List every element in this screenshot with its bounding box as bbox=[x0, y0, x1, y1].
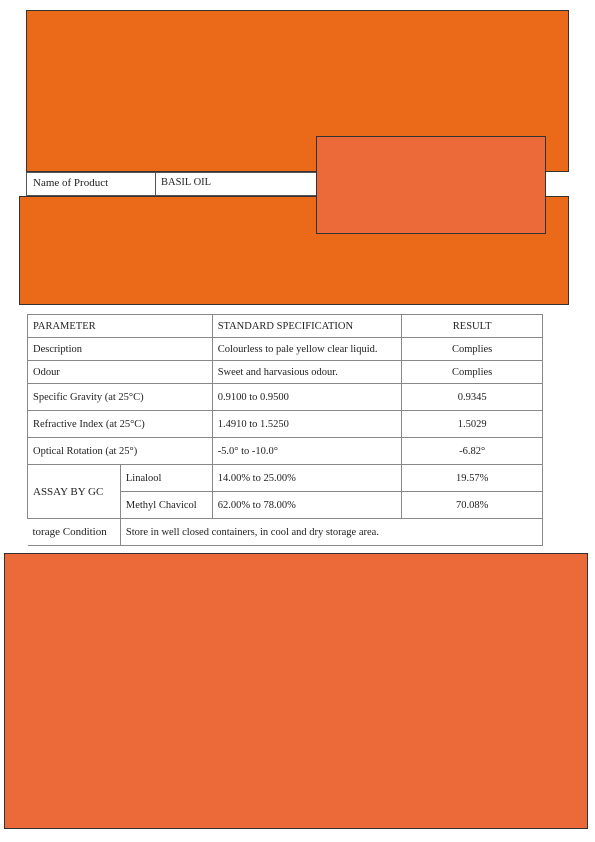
table-header-row bbox=[28, 315, 543, 338]
assay-component: Methyl Chavicol bbox=[120, 492, 212, 519]
row-spec: Sweet and harvasious odour. bbox=[212, 361, 402, 384]
row-parameter: Description bbox=[28, 338, 213, 361]
row-spec: 62.00% to 78.00% bbox=[212, 492, 402, 519]
table-row bbox=[28, 438, 543, 465]
row-result: Complies bbox=[402, 361, 543, 384]
storage-value: Store in well closed containers, in cool and dry storage area. bbox=[120, 519, 542, 546]
table-row bbox=[28, 411, 543, 438]
row-parameter: Optical Rotation (at 25°) bbox=[28, 438, 213, 465]
product-name-row bbox=[26, 172, 318, 196]
row-result: 70.08% bbox=[402, 492, 543, 519]
storage-label: torage Condition bbox=[28, 519, 121, 546]
table-row bbox=[28, 338, 543, 361]
table-row bbox=[28, 384, 543, 411]
row-result: 19.57% bbox=[402, 465, 543, 492]
row-spec: -5.0° to -10.0° bbox=[212, 438, 402, 465]
table-row bbox=[28, 361, 543, 384]
row-spec: 0.9100 to 0.9500 bbox=[212, 384, 402, 411]
redacted-stamp-block bbox=[316, 136, 546, 234]
row-result: Complies bbox=[402, 338, 543, 361]
header-result: RESULT bbox=[402, 315, 543, 338]
assay-label: ASSAY BY GC bbox=[28, 465, 121, 519]
header-spec: STANDARD SPECIFICATION bbox=[212, 315, 402, 338]
redacted-signature-block bbox=[4, 553, 588, 829]
row-spec: 1.4910 to 1.5250 bbox=[212, 411, 402, 438]
assay-component: Linalool bbox=[120, 465, 212, 492]
row-parameter: Odour bbox=[28, 361, 213, 384]
storage-row bbox=[28, 519, 543, 546]
row-parameter: Specific Gravity (at 25°C) bbox=[28, 384, 213, 411]
table-row bbox=[28, 465, 543, 492]
product-name-value: BASIL OIL bbox=[161, 177, 212, 188]
row-spec: 14.00% to 25.00% bbox=[212, 465, 402, 492]
row-parameter: Refractive Index (at 25°C) bbox=[28, 411, 213, 438]
row-result: 1.5029 bbox=[402, 411, 543, 438]
header-parameter: PARAMETER bbox=[28, 315, 213, 338]
row-spec: Colourless to pale yellow clear liquid. bbox=[212, 338, 402, 361]
product-name-label: Name of Product bbox=[27, 173, 156, 195]
row-result: -6.82° bbox=[402, 438, 543, 465]
specification-table bbox=[27, 314, 543, 546]
row-result: 0.9345 bbox=[402, 384, 543, 411]
